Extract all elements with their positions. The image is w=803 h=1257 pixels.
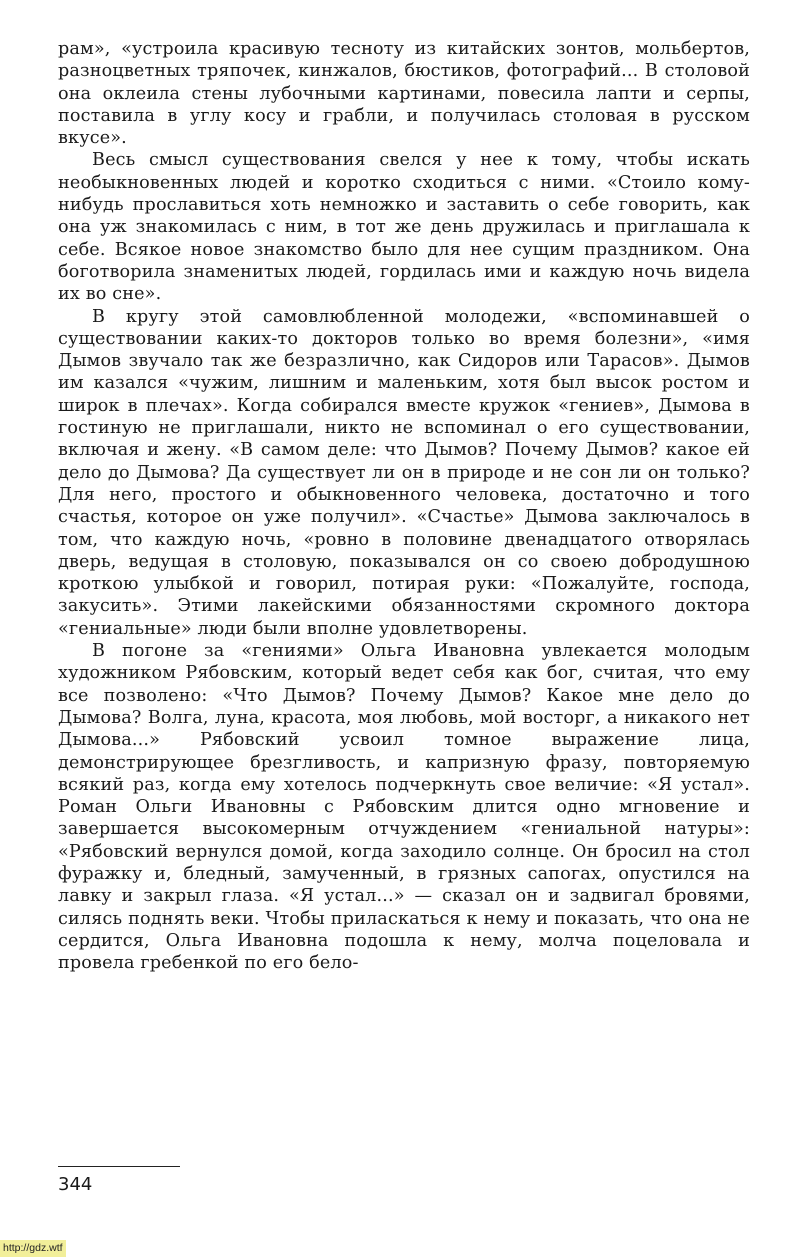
footnote-divider	[58, 1166, 180, 1167]
watermark-link[interactable]: http://gdz.wtf	[0, 1240, 66, 1257]
paragraph-4: В погоне за «гениями» Ольга Ивановна увлекается молодым художником Рябовским, который ведет себя как бог, считая, что ему все позволено: «Что Дымов? Почему Дымов? Какое мне дело до Дымова? Волга, луна, красота, моя любовь, мой восторг, а никакого нет Дымова...» Рябовский усвоил томное выражение лица, демонстрирующее брезгливость, и капризную фразу, повторяемую всякий раз, когда ему хотелось подчеркнуть свое величие: «Я устал». Роман Ольги Ивановны с Рябовским длится одно мгновение и завершается высокомерным отчуждением «гениальной натуры»: «Рябовский вернулся домой, когда заходило солнце. Он бросил на стол фуражку и, бледный, замученный, в грязных сапогах, опустился на лавку и закрыл глаза. «Я устал...» — сказал он и задвигал бровями, силясь поднять веки. Чтобы приласкаться к нему и показать, что она не сердится, Ольга Ивановна подошла к нему, молча поцеловала и провела гребенкой по его бело-	[58, 641, 750, 974]
page-number: 344	[58, 1174, 93, 1195]
paragraph-2: Весь смысл существования свелся у нее к тому, чтобы искать необыкновенных людей и коротко сходиться с ними. «Стоило кому-нибудь прославиться хоть немножко и заставить о себе говорить, как она уж знакомилась с ним, в тот же день дружилась и приглашала к себе. Всякое новое знакомство было для нее сущим праздником. Она боготворила знаменитых людей, гордилась ими и каждую ночь видела их во сне».	[58, 150, 750, 305]
paragraph-1: рам», «устроила красивую тесноту из китайских зонтов, мольбертов, разноцветных тряпочек, кинжалов, бюстиков, фотографий... В столовой она оклеила стены лубочными картинами, повесила лапти и серпы, поставила в углу косу и грабли, и получилась столовая в русском вкусе».	[58, 39, 750, 149]
paragraph-3: В кругу этой самовлюбленной молодежи, «вспоминавшей о существовании каких-то докторов только во время болезни», «имя Дымов звучало так же безразлично, как Сидоров или Тарасов». Дымов им казался «чужим, лишним и маленьким, хотя был высок ростом и широк в плечах». Когда собирался вместе кружок «гениев», Дымова в гостиную не приглашали, никто не вспоминал о его существовании, включая и жену. «В самом деле: что Дымов? Почему Дымов? какое ей дело до Дымова? Да существует ли он в природе и не сон ли он только? Для него, простого и обыкновенного человека, достаточно и того счастья, которое он уже получил». «Счастье» Дымова заключалось в том, что каждую ночь, «ровно в половине двенадцатого отворялась дверь, ведущая в столовую, показывался он со своею добродушною кроткою улыбкой и говорил, потирая руки: «Пожалуйте, господа, закусить». Этими лакейскими обязанностями скромного доктора «гениальные» люди были вполне удовлетворены.	[58, 306, 750, 639]
page-text	[58, 38, 750, 974]
